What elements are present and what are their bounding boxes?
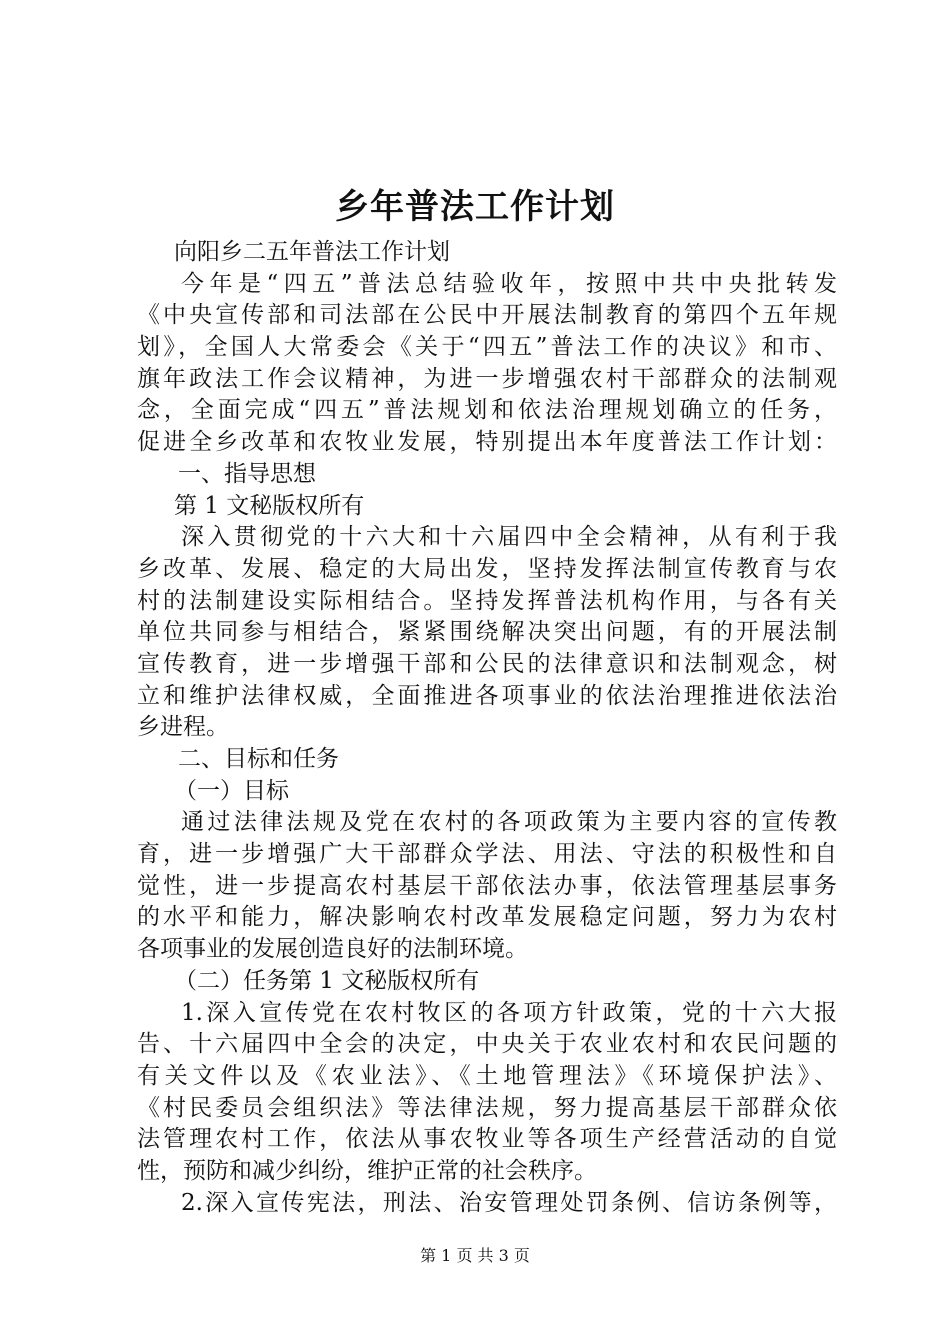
body-line: 各项事业的发展创造良好的法制环境。 <box>137 936 528 963</box>
document-title: 乡年普法工作计划 <box>335 187 615 227</box>
body-line: 向阳乡二五年普法工作计划 <box>174 239 450 265</box>
subsection-heading: （一）目标 <box>174 777 289 804</box>
body-line: 第 1 文秘版权所有 <box>174 492 365 519</box>
body-line: 划》，全国人大常委会《关于“四五”普法工作的决议》和市、 <box>137 334 837 361</box>
body-line: 的水平和能力，解决影响农村改革发展稳定问题，努力为农村 <box>137 904 837 931</box>
body-line: 2.深入宣传宪法，刑法、治安管理处罚条例、信访条例等， <box>181 1189 837 1216</box>
body-line: 《村民委员会组织法》等法律法规，努力提高基层干部群众依 <box>137 1094 837 1121</box>
body-line: 促进全乡改革和农牧业发展，特别提出本年度普法工作计划： <box>137 429 837 456</box>
body-line: 深入贯彻党的十六大和十六届四中全会精神，从有利于我 <box>181 524 837 551</box>
body-line: 《中央宣传部和司法部在公民中开展法制教育的第四个五年规 <box>137 302 837 329</box>
section-heading: 二、目标和任务 <box>178 746 339 772</box>
body-line: 1.深入宣传党在农村牧区的各项方针政策，党的十六大报 <box>181 999 837 1026</box>
body-line: 觉性，进一步提高农村基层干部依法办事，依法管理基层事务 <box>137 872 837 899</box>
body-line: 性，预防和减少纠纷，维护正常的社会秩序。 <box>137 1157 597 1184</box>
body-line: 立和维护法律权威，全面推进各项事业的依法治理推进依法治 <box>137 682 837 709</box>
body-line: 今年是“四五”普法总结验收年，按照中共中央批转发 <box>181 270 837 297</box>
body-line: 告、十六届四中全会的决定，中央关于农业农村和农民问题的 <box>137 1031 837 1058</box>
body-line: 念，全面完成“四五”普法规划和依法治理规划确立的任务， <box>137 397 837 424</box>
body-line: 旗年政法工作会议精神，为进一步增强农村干部群众的法制观 <box>137 365 837 392</box>
body-line: 单位共同参与相结合，紧紧围绕解决突出问题，有的开展法制 <box>137 619 837 646</box>
body-line: 有关文件以及《农业法》、《土地管理法》《环境保护法》、 <box>137 1062 837 1089</box>
body-line: 乡改革、发展、稳定的大局出发，坚持发挥法制宣传教育与农 <box>137 555 837 582</box>
body-line: 宣传教育，进一步增强干部和公民的法律意识和法制观念，树 <box>137 650 837 677</box>
page-footer: 第 1 页 共 3 页 <box>420 1246 530 1265</box>
body-line: 乡进程。 <box>137 714 229 741</box>
document-body <box>137 237 837 1219</box>
body-line: 法管理农村工作，依法从事农牧业等各项生产经营活动的自觉 <box>137 1126 837 1153</box>
body-line: 村的法制建设实际相结合。坚持发挥普法机构作用，与各有关 <box>137 587 837 614</box>
section-heading: 一、指导思想 <box>178 460 316 487</box>
body-line: 通过法律法规及党在农村的各项政策为主要内容的宣传教 <box>181 809 837 836</box>
body-line: 育，进一步增强广大干部群众学法、用法、守法的积极性和自 <box>137 841 837 868</box>
subsection-heading: （二）任务第 1 文秘版权所有 <box>174 967 480 994</box>
